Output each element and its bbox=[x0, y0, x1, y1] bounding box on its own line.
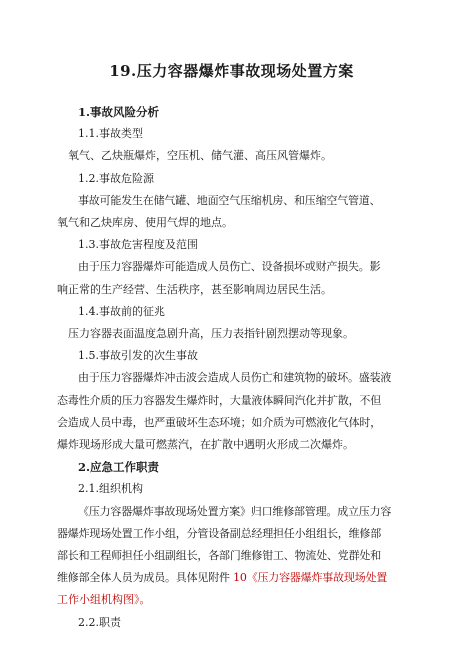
section-1-3-line2: 响正常的生产经营、生活秩序，甚至影响周边居民生活。 bbox=[57, 282, 332, 296]
section-1-1-heading: 1.1.事故类型 bbox=[78, 127, 143, 141]
section-2-1-heading: 2.1.组织机构 bbox=[78, 482, 143, 496]
section-1-2-line1: 事故可能发生在储气罐、地面空气压缩机房、和压缩空气管道、 bbox=[78, 193, 381, 207]
section-1-2-heading: 1.2.事故危险源 bbox=[78, 171, 154, 185]
section-1-5-heading: 1.5.事故引发的次生事故 bbox=[78, 349, 198, 363]
section-1-3-line1: 由于压力容器爆炸可能造成人员伤亡、设备损坏或财产损失。影 bbox=[78, 260, 381, 274]
section-1-5-line1: 由于压力容器爆炸冲击波会造成人员伤亡和建筑物的破坏。盛装液 bbox=[78, 371, 392, 385]
section-2-1-line3: 部长和工程师担任小组副组长，各部门维修钳工、物流处、党群处和 bbox=[57, 549, 381, 563]
section-1-4-heading: 1.4.事故前的征兆 bbox=[78, 304, 165, 318]
section-1-5-line4: 爆炸现场形成大量可燃蒸汽，在扩散中遇明火形成二次爆炸。 bbox=[57, 438, 354, 452]
section-1-2-line2: 氧气和乙炔库房、使用气焊的地点。 bbox=[57, 216, 233, 230]
section-2-1-line4 bbox=[57, 567, 413, 589]
section-1-3-heading: 1.3.事故危害程度及范围 bbox=[78, 238, 198, 252]
page-title: 19.压力容器爆炸事故现场处置方案 bbox=[109, 62, 354, 80]
section-1-5-line3: 会造成人员中毒，也严重破坏生态环境；如介质为可燃液化气体时， bbox=[57, 415, 381, 429]
section-2-1-line2: 器爆炸现场处置工作小组，分管设备副总经理担任小组组长，维修部 bbox=[57, 526, 381, 540]
section-1-4-body: 压力容器表面温度急剧升高，压力表指针剧烈摆动等现象。 bbox=[68, 327, 354, 341]
section-2-1-line4-text: 维修部全体人员为成员。具体见附件 bbox=[57, 571, 234, 585]
section-1-heading: 1.事故风险分析 bbox=[78, 105, 160, 119]
attachment-reference-link-cont[interactable]: 工作小组机构图》。 bbox=[57, 593, 151, 607]
section-2-1-line1: 《压力容器爆炸事故现场处置方案》归口维修部管理。成立压力容 bbox=[78, 504, 392, 518]
section-1-1-body: 氧气、乙炔瓶爆炸，空压机、储气灌、高压风管爆炸。 bbox=[68, 149, 332, 163]
attachment-reference-link[interactable]: 10《压力容器爆炸事故现场处置 bbox=[233, 571, 388, 585]
section-2-heading: 2.应急工作职责 bbox=[78, 460, 160, 475]
section-1-5-line2: 态毒性介质的压力容器发生爆炸时，大量液体瞬间汽化并扩散，不但 bbox=[57, 393, 381, 407]
section-2-2-heading: 2.2.职责 bbox=[78, 615, 121, 629]
document-body bbox=[57, 101, 413, 634]
